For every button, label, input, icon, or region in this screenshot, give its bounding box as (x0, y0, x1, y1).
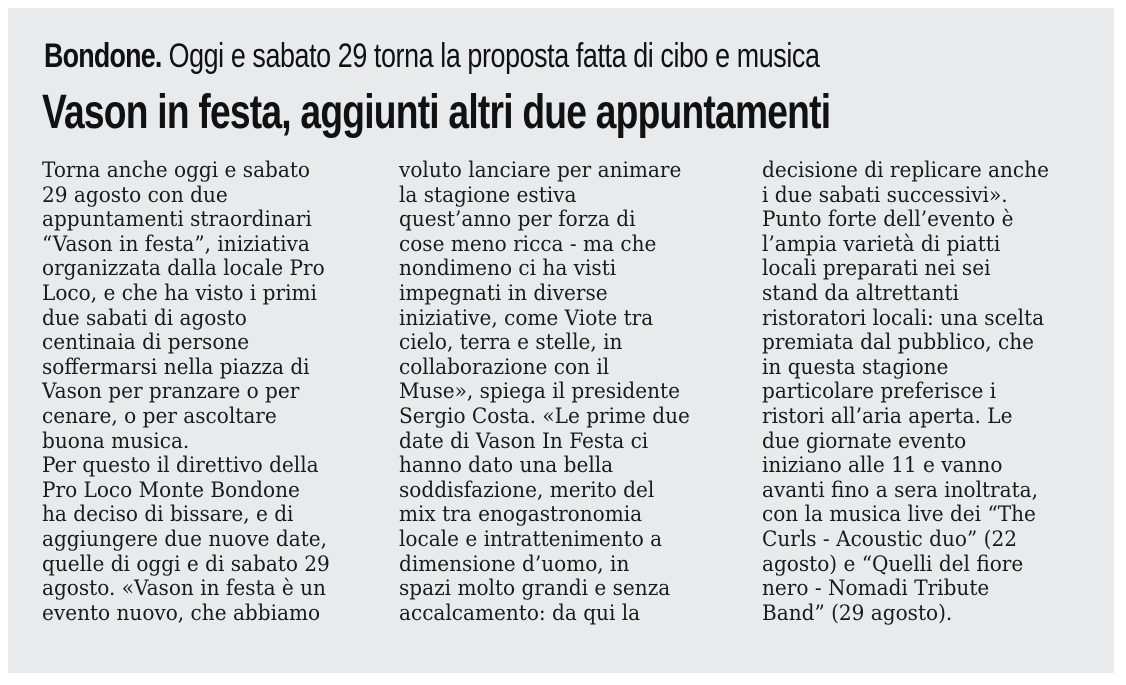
text-line: cielo, terra e stelle, in (399, 330, 623, 355)
text-line: cose meno ricca - ma che (399, 231, 657, 256)
text-line: quest’anno per forza di (399, 207, 636, 232)
text-line: voluto lanciare per animare (399, 158, 682, 182)
kicker-place: Bondone. (44, 37, 162, 75)
text-line: Sergio Costa. «Le prime due (399, 403, 690, 428)
text-line: nondimeno ci ha visti (399, 256, 617, 281)
text-line: Band” (29 agosto). (762, 600, 953, 625)
text-line: agosto) e “Quelli del fiore (762, 551, 1024, 576)
text-line: la stagione estiva (399, 182, 577, 207)
text-line: Loco, e che ha visto i primi (42, 280, 317, 305)
text-line: l’ampia varietà di piatti (762, 231, 1001, 256)
text-line: con la musica live dei “The (762, 502, 1036, 527)
text-line: Muse», spiega il presidente (399, 379, 680, 404)
text-line: locali preparati nei sei (762, 256, 991, 281)
text-line: iniziano alle 11 e vanno (762, 453, 1003, 478)
text-line: nero - Nomadi Tribute (762, 576, 990, 601)
text-line: cenare, o per ascoltare (42, 403, 277, 428)
text-line: buona musica. (42, 428, 190, 453)
text-line: in questa stagione (762, 354, 949, 379)
text-line: Vason per pranzare o per (42, 379, 300, 404)
newspaper-clipping (8, 8, 1114, 673)
text-line: Torna anche oggi e sabato (42, 158, 310, 182)
text-line: Pro Loco Monte Bondone (42, 477, 300, 502)
text-line: ha deciso di bissare, e di (42, 502, 294, 527)
text-line: organizzata dalla locale Pro (42, 256, 325, 281)
text-line: spazi molto grandi e senza (399, 576, 671, 601)
text-line: centinaia di persone (42, 330, 250, 355)
text-line: particolare preferisce i (762, 379, 997, 404)
text-line: impegnati in diverse (399, 280, 608, 305)
text-line: stand da altrettanti (762, 280, 959, 305)
kicker-text: Oggi e sabato 29 torna la proposta fatta di cibo e musica (168, 37, 820, 75)
text-line: soffermarsi nella piazza di (42, 354, 310, 379)
text-line: due sabati di agosto (42, 305, 247, 330)
text-line: ristoratori locali: una scelta (762, 305, 1045, 330)
text-line: collaborazione con il (399, 354, 610, 379)
text-line: mix tra enogastronomia (399, 502, 643, 527)
text-line: accalcamento: da qui la (399, 600, 641, 625)
article-headline: Vason in festa, aggiunti altri due appuntamenti (42, 86, 831, 139)
text-line: appuntamenti straordinari (42, 207, 312, 232)
article-column-1 (42, 158, 402, 625)
text-line: locale e intrattenimento a (399, 526, 663, 551)
text-line: evento nuovo, che abbiamo (42, 600, 321, 625)
article-column-2 (399, 158, 759, 625)
text-line: i due sabati successivi». (762, 182, 1008, 207)
text-line: ristori all’aria aperta. Le (762, 403, 1013, 428)
text-line: “Vason in festa”, iniziativa (42, 231, 310, 256)
text-line: premiata dal pubblico, che (762, 330, 1034, 355)
text-line: agosto. «Vason in festa è un (42, 576, 326, 601)
text-line: quelle di oggi e di sabato 29 (42, 551, 330, 576)
text-line: hanno dato una bella (399, 453, 614, 478)
text-line: decisione di replicare anche (762, 158, 1049, 182)
text-line: due giornate evento (762, 428, 967, 453)
text-line: iniziative, come Viote tra (399, 305, 654, 330)
article-column-3 (762, 158, 1114, 625)
article-kicker (44, 34, 819, 78)
text-line: Per questo il direttivo della (42, 453, 319, 478)
text-line: Punto forte dell’evento è (762, 207, 1014, 232)
text-line: date di Vason In Festa ci (399, 428, 649, 453)
text-line: soddisfazione, merito del (399, 477, 655, 502)
text-line: aggiungere due nuove date, (42, 526, 327, 551)
text-line: avanti fino a sera inoltrata, (762, 477, 1038, 502)
text-line: 29 agosto con due (42, 182, 228, 207)
text-line: Curls - Acoustic duo” (22 (762, 526, 1017, 551)
text-line: dimensione d’uomo, in (399, 551, 630, 576)
